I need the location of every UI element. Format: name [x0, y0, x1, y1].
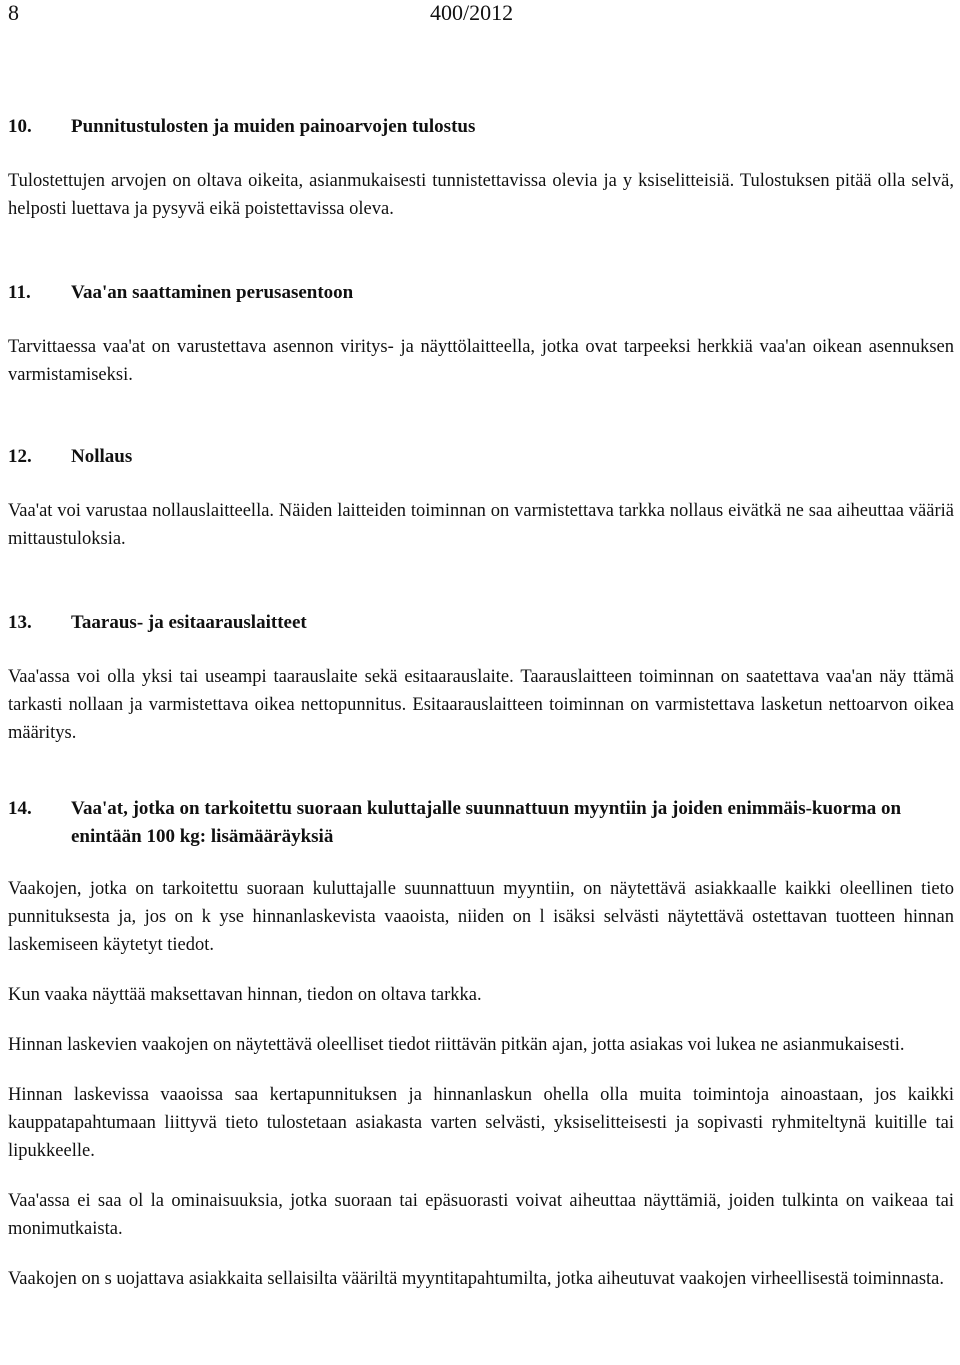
paragraph: Vaakojen on s uojattava asiakkaita sellaisilta vääriltä myyntitapahtumilta, jotka aiheutuvat vaakojen virheellisestä toiminnasta. [8, 1269, 945, 1289]
section-number: 12. [8, 446, 32, 467]
section-heading [8, 279, 954, 307]
section-title: Nollaus [71, 446, 133, 467]
section-title: Taaraus- ja esitaarauslaitteet [71, 612, 307, 633]
section-title: Punnitustulosten ja muiden painoarvojen tulostus [71, 116, 476, 137]
section-number: 13. [8, 612, 32, 633]
page-header [8, 0, 952, 30]
paragraph: Hinnan laskevissa vaaoissa saa kertapunnituksen ja hinnanlaskun ohella olla muita toimintoja ainoastaan, jos kaikki kauppatapahtumaan liittyvä tieto tulostetaan asiakasta varten selvästi, yksiselitteisesti ja sopivasti ryhmiteltynä kuitille tai lipukkeelle. [8, 1085, 954, 1161]
section-heading [8, 795, 954, 851]
paragraph: Hinnan laskevien vaakojen on näytettävä oleelliset tiedot riittävän pitkän ajan, jotta asiakas voi lukea ne asianmukaisesti. [8, 1035, 905, 1055]
paragraph: Kun vaaka näyttää maksettavan hinnan, tiedon on oltava tarkka. [8, 985, 482, 1005]
section-10 [8, 113, 954, 223]
paragraph: Vaa'assa voi olla yksi tai useampi taarauslaite sekä esitaarauslaite. Taarauslaitteen toiminnan on saatettava vaa'an näy ttämä tarkasti nollaan ja varmistettava oikea nettopunnitus. Esitaarauslaitteen toiminnan on varmistettava lasketun nettoarvon oikea määritys. [8, 667, 954, 743]
section-14 [8, 795, 954, 1293]
section-heading [8, 113, 954, 141]
document-number: 400/2012 [430, 0, 514, 25]
section-number: 14. [8, 798, 32, 819]
section-number: 10. [8, 116, 32, 137]
section-title: Vaa'an saattaminen perusasentoon [71, 282, 354, 303]
paragraph: Tarvittaessa vaa'at on varustettava asennon viritys- ja näyttölaitteella, jotka ovat tarpeeksi herkkiä vaa'an oikean asennuksen varmistamiseksi. [8, 337, 954, 385]
paragraph: Vaa'at voi varustaa nollauslaitteella. Näiden laitteiden toiminnan on varmistettava tarkka nollaus eivätkä ne saa aiheuttaa vääriä mittaustuloksia. [8, 501, 954, 549]
section-12 [8, 443, 954, 553]
paragraph: Vaakojen, jotka on tarkoitettu suoraan kuluttajalle suunnattuun myyntiin, on näytettävä asiakkaalle kaikki oleellinen tieto punnituksesta ja, jos on k yse hinnanlaskevista vaaoista, niiden on l isäksi selvästi näytettävä ostettavan tuotteen hinnan laskemiseen käytetyt tiedot. [8, 879, 954, 955]
section-13 [8, 609, 954, 747]
section-11 [8, 279, 954, 389]
paragraph: Vaa'assa ei saa ol la ominaisuuksia, jotka suoraan tai epäsuorasti voivat aiheuttaa näyttämiä, joiden tulkinta on vaikeaa tai monimutkaista. [8, 1191, 954, 1239]
section-title: Vaa'at, jotka on tarkoitettu suoraan kuluttajalle suunnattuun myyntiin ja joiden enimmäis-kuorma on enintään 100 kg: lisämääräyksiä [71, 798, 902, 847]
paragraph: Tulostettujen arvojen on oltava oikeita, asianmukaisesti tunnistettavissa olevia ja y ksiselitteisiä. Tulostuksen pitää olla selvä, helposti luettava ja pysyvä eikä poistettavissa oleva. [8, 171, 954, 219]
section-heading [8, 443, 954, 471]
section-number: 11. [8, 282, 31, 303]
section-heading [8, 609, 954, 637]
page-number: 8 [8, 0, 19, 25]
